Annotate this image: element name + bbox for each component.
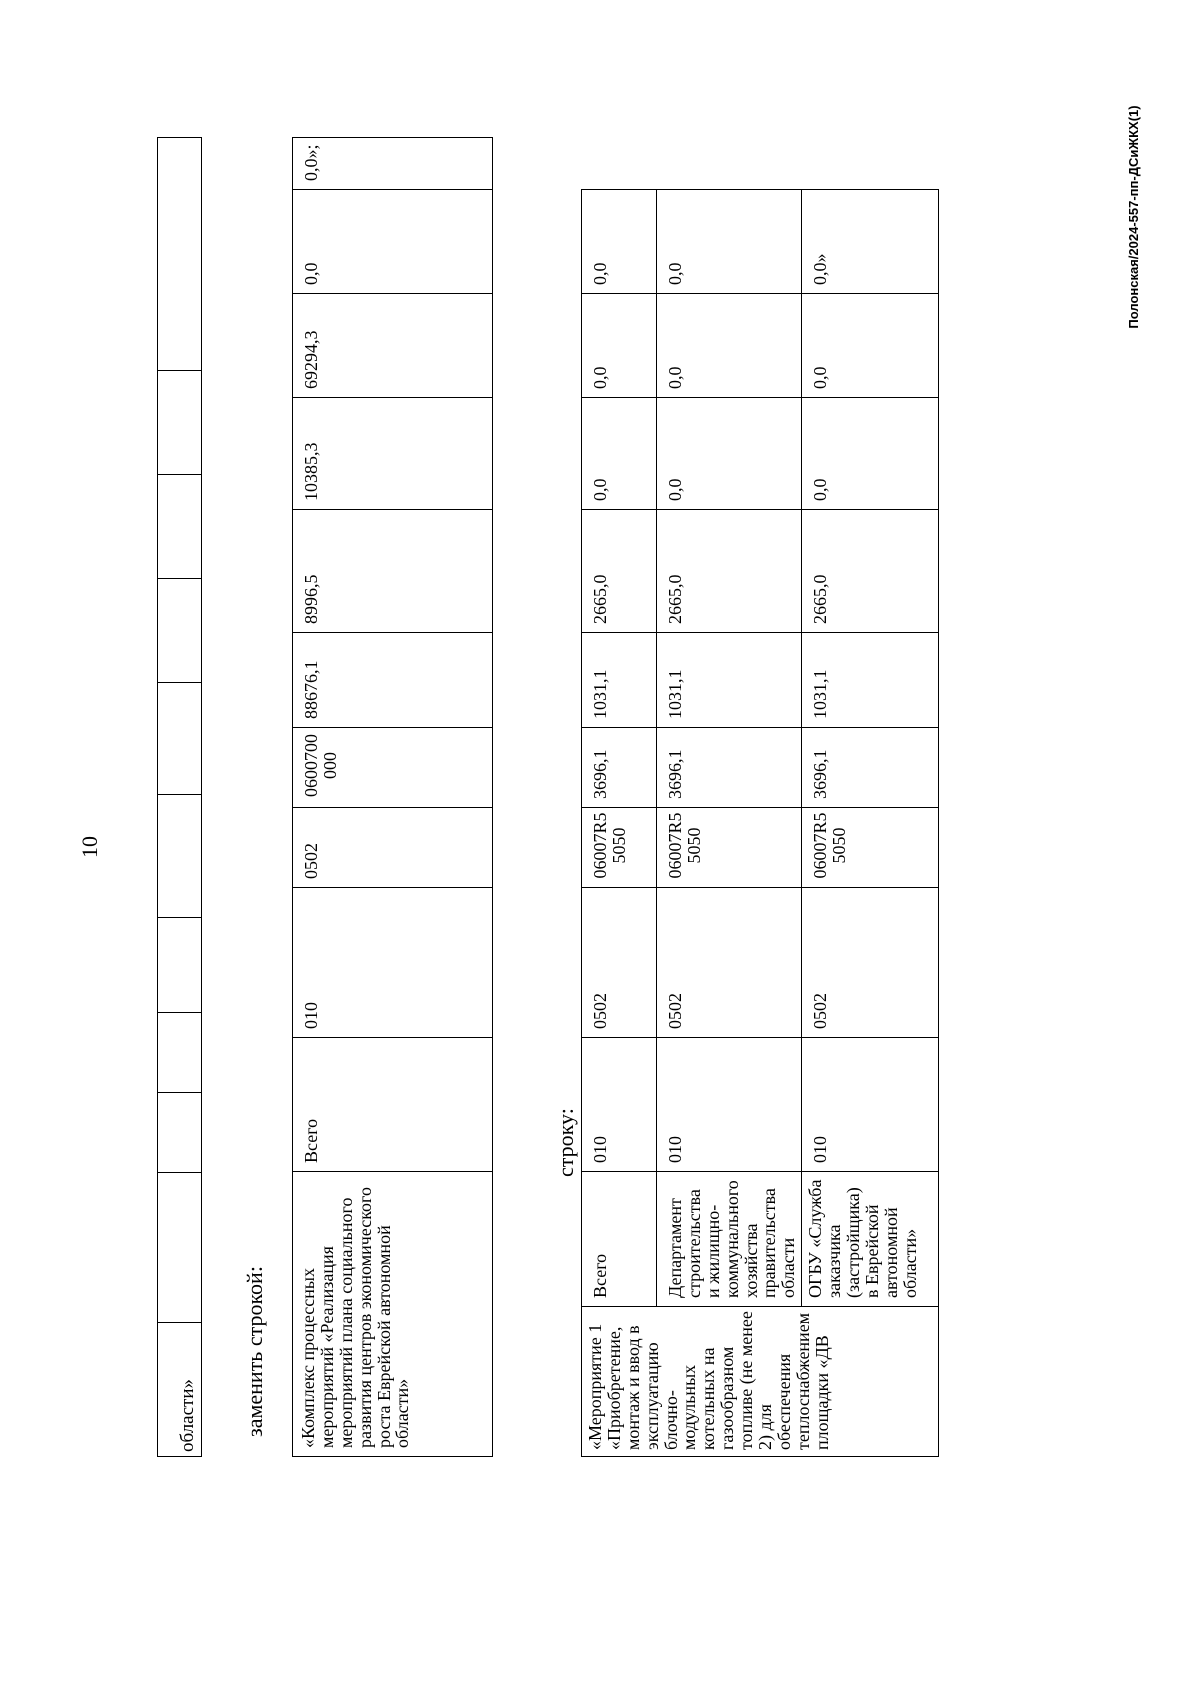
- csr-cell: 0600700000: [293, 728, 493, 808]
- value-cell: 88676,1: [293, 633, 493, 728]
- measure-name-cell: «Мероприятие 1 «Приобретение, монтаж и ввод в эксплуатацию блочно-модульных котельных на газообразном топливе (не менее 2) для обеспечения теплоснабжением площадки «ДВ: [582, 1307, 939, 1457]
- value-cell: 69294,3: [293, 294, 493, 398]
- grbs-cell: 010: [582, 1038, 657, 1172]
- measure-name-cell: «Комплекс процессных мероприятий «Реализация мероприятий плана социального развития центров экономического роста Еврейской автономной области»: [293, 1172, 493, 1457]
- value-cell: 0,0»: [802, 190, 939, 294]
- value-cell: 0,0: [582, 294, 657, 398]
- csr-cell: 06007R55050: [802, 808, 939, 888]
- value-cell: 0,0: [657, 398, 802, 510]
- page-number: 10: [77, 836, 102, 858]
- csr-cell: 06007R55050: [582, 808, 657, 888]
- table-row: [657, 138, 802, 1457]
- value-cell: 2665,0: [582, 510, 657, 633]
- executor-cell: Департамент строительства и жилищно-коммунального хозяйства правительства области: [657, 1172, 802, 1307]
- value-cell: 0,0: [657, 190, 802, 294]
- value-cell: 3696,1: [582, 728, 657, 808]
- continuation-table: [157, 137, 202, 1457]
- executor-cell: ОГБУ «Служба заказчика (застройщика) в Еврейской автономной области»: [802, 1172, 939, 1307]
- value-cell: 10385,3: [293, 398, 493, 510]
- value-cell: 3696,1: [802, 728, 939, 808]
- document-code: Полонская/2024-557-пп-ДСиЖКХ(1): [1126, 105, 1141, 329]
- executor-cell: Всего: [293, 1038, 493, 1172]
- replacement-table: [292, 137, 493, 1457]
- rzpr-cell: 0502: [657, 888, 802, 1038]
- grbs-cell: 010: [802, 1038, 939, 1172]
- value-cell: 0,0: [293, 190, 493, 294]
- value-cell: 2665,0: [657, 510, 802, 633]
- grbs-cell: 010: [657, 1038, 802, 1172]
- table-row: [582, 138, 657, 1457]
- csr-cell: 06007R55050: [657, 808, 802, 888]
- value-cell: 1031,1: [657, 633, 802, 728]
- table-row: [158, 138, 202, 1457]
- grbs-cell: 010: [293, 888, 493, 1038]
- original-table: [581, 137, 939, 1457]
- value-cell: 2665,0: [802, 510, 939, 633]
- continuation-name-cell: области»: [158, 1323, 202, 1457]
- executor-cell: Всего: [582, 1172, 657, 1307]
- replace-label: заменить строкой:: [242, 1266, 267, 1437]
- value-cell: 1031,1: [582, 633, 657, 728]
- rzpr-cell: 0502: [582, 888, 657, 1038]
- value-cell: 0,0: [657, 294, 802, 398]
- table-row: [293, 138, 493, 1457]
- rzpr-cell: 0502: [293, 808, 493, 888]
- rzpr-cell: 0502: [802, 888, 939, 1038]
- value-cell: 0,0»;: [293, 138, 493, 190]
- value-cell: 0,0: [802, 398, 939, 510]
- value-cell: 0,0: [582, 398, 657, 510]
- value-cell: 3696,1: [657, 728, 802, 808]
- value-cell: 1031,1: [802, 633, 939, 728]
- row-label: строку:: [553, 1108, 578, 1177]
- value-cell: 8996,5: [293, 510, 493, 633]
- value-cell: 0,0: [802, 294, 939, 398]
- table-row: [802, 138, 939, 1457]
- value-cell: 0,0: [582, 190, 657, 294]
